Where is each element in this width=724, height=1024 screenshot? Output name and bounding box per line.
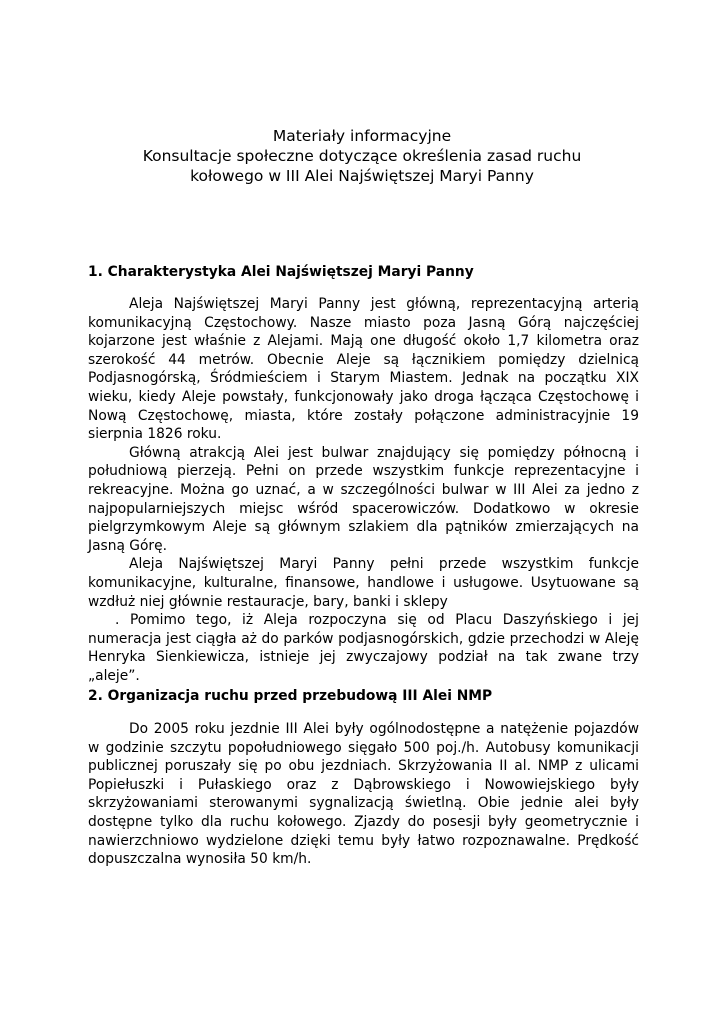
section-1-heading: 1. Charakterystyka Alei Najświętszej Maryi Panny [88, 264, 474, 280]
document-title [0, 126, 724, 186]
title-line-2: Konsultacje społeczne dotyczące określenia zasad ruchu [142, 147, 582, 165]
section-1-body [88, 295, 639, 685]
title-line-1: Materiały informacyjne [272, 127, 452, 145]
title-line-3: kołowego w III Alei Najświętszej Maryi Panny [190, 167, 534, 185]
section-1-paragraph: . Pomimo tego, iż Aleja rozpoczyna się od Placu Daszyńskiego i jej numeracja jest ciągła aż do parków podjasnogórskich, gdzie przechodzi w Aleję Henryka Sienkiewicza, istnieje jej zwyczajowy podział na tak zwane trzy „aleje”. [88, 612, 639, 684]
section-1-paragraph: Aleja Najświętszej Maryi Panny pełni przede wszystkim funkcje komunikacyjne, kulturalne, finansowe, handlowe i usługowe. Usytuowane są wzdłuż niej głównie restauracje, bary, banki i sklepy [88, 556, 639, 610]
section-2-heading: 2. Organizacja ruchu przed przebudową III Alei NMP [88, 688, 493, 704]
section-1-paragraph: Główną atrakcją Alei jest bulwar znajdujący się pomiędzy północną i południową pierzeją. Pełni on przede wszystkim funkcje reprezentacyjne i rekreacyjne. Można go uznać, a w szczególności bulwar w III Alei za jedno z najpopularniejszych miejsc wśród spacerowiczów. Dodatkowo w okresie pielgrzymkowym Aleje są głównym szlakiem dla pątników zmierzających na Jasną Górę. [88, 444, 639, 554]
section-1-paragraph: Aleja Najświętszej Maryi Panny jest główną, reprezentacyjną arterią komunikacyjną Częstochowy. Nasze miasto poza Jasną Górą najczęściej kojarzone jest właśnie z Alejami. Mają one długość około 1,7 kilometra oraz szerokość 44 metrów. Obecnie Aleje są łącznikiem pomiędzy dzielnicą Podjasnogórską, Śródmieściem i Starym Miastem. Jednak na początku XIX wieku, kiedy Aleje powstały, funkcjonowały jako droga łącząca Częstochowę i Nową Częstochowę, miasta, które zostały połączone administracyjnie 19 sierpnia 1826 roku. [88, 296, 639, 443]
section-2-body [88, 720, 639, 869]
section-2-paragraph: Do 2005 roku jezdnie III Alei były ogólnodostępne a natężenie pojazdów w godzinie szczytu popołudniowego sięgało 500 poj./h. Autobusy komunikacji publicznej poruszały się po obu jezdniach. Skrzyżowania II al. NMP z ulicami Popiełuszki i Pułaskiego oraz z Dąbrowskiego i Nowowiejskiego były skrzyżowaniami sterowanymi sygnalizacją świetlną. Obie jednie alei były dostępne tylko dla ruchu kołowego. Zjazdy do posesji były geometrycznie i nawierzchniowo wydzielone dzięki temu były łatwo rozpoznawalne. Prędkość dopuszczalna wynosiła 50 km/h. [88, 721, 639, 868]
